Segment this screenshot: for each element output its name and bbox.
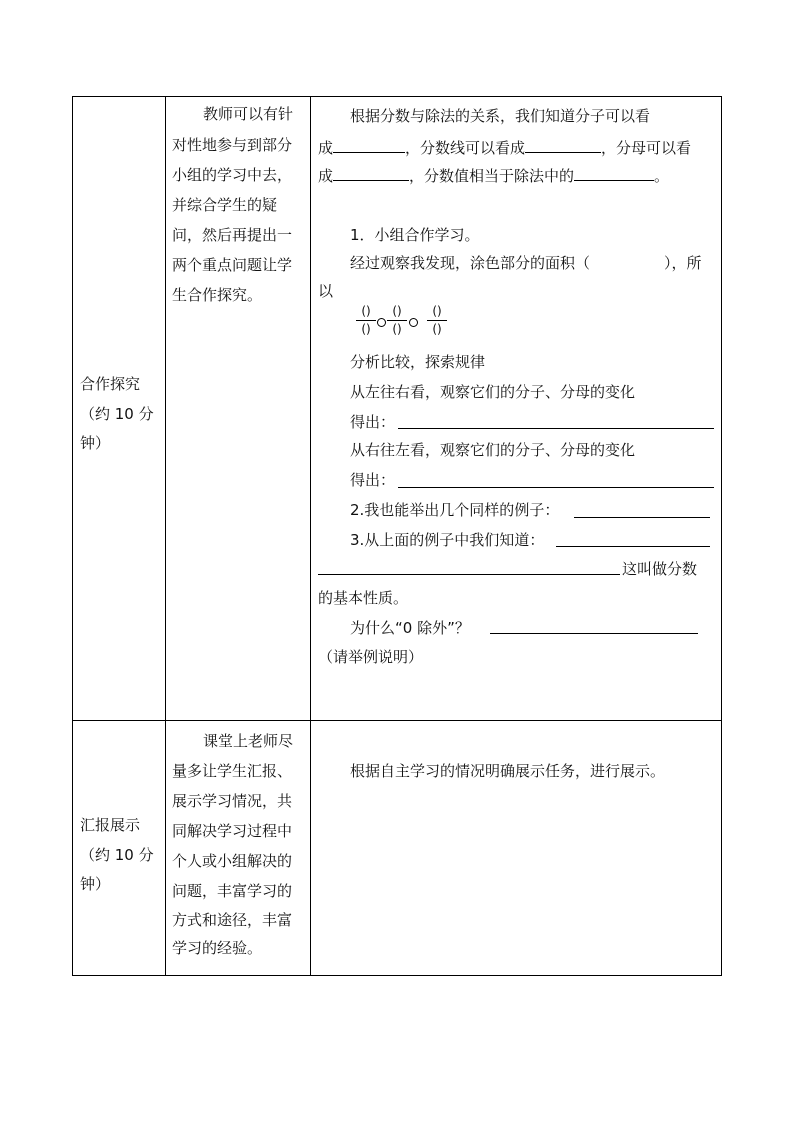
fraction-2[interactable]: () ()	[387, 305, 407, 336]
fraction-3[interactable]: () ()	[427, 305, 447, 336]
conclusion-blank-2[interactable]	[398, 487, 714, 488]
comparison-circle-2[interactable]	[409, 318, 418, 327]
student-activity-2: 根据自主学习的情况明确展示任务，进行展示。	[350, 762, 666, 780]
why-zero-blank[interactable]	[490, 633, 698, 634]
conclusion-blank-3[interactable]	[556, 546, 710, 547]
blank-denominator-as[interactable]	[333, 165, 409, 181]
property-blank[interactable]	[318, 574, 620, 575]
fraction-1[interactable]: () ()	[356, 305, 376, 336]
column-divider-1	[165, 97, 166, 975]
blank-numerator-as[interactable]	[333, 137, 405, 153]
blank-fraction-line-as[interactable]	[525, 137, 601, 153]
conclusion-blank-1[interactable]	[398, 428, 714, 429]
comparison-circle-1[interactable]	[377, 318, 386, 327]
blank-fraction-value-as[interactable]	[574, 165, 654, 181]
row-divider	[73, 720, 721, 721]
column-divider-2	[310, 97, 311, 975]
examples-blank[interactable]	[574, 517, 710, 518]
